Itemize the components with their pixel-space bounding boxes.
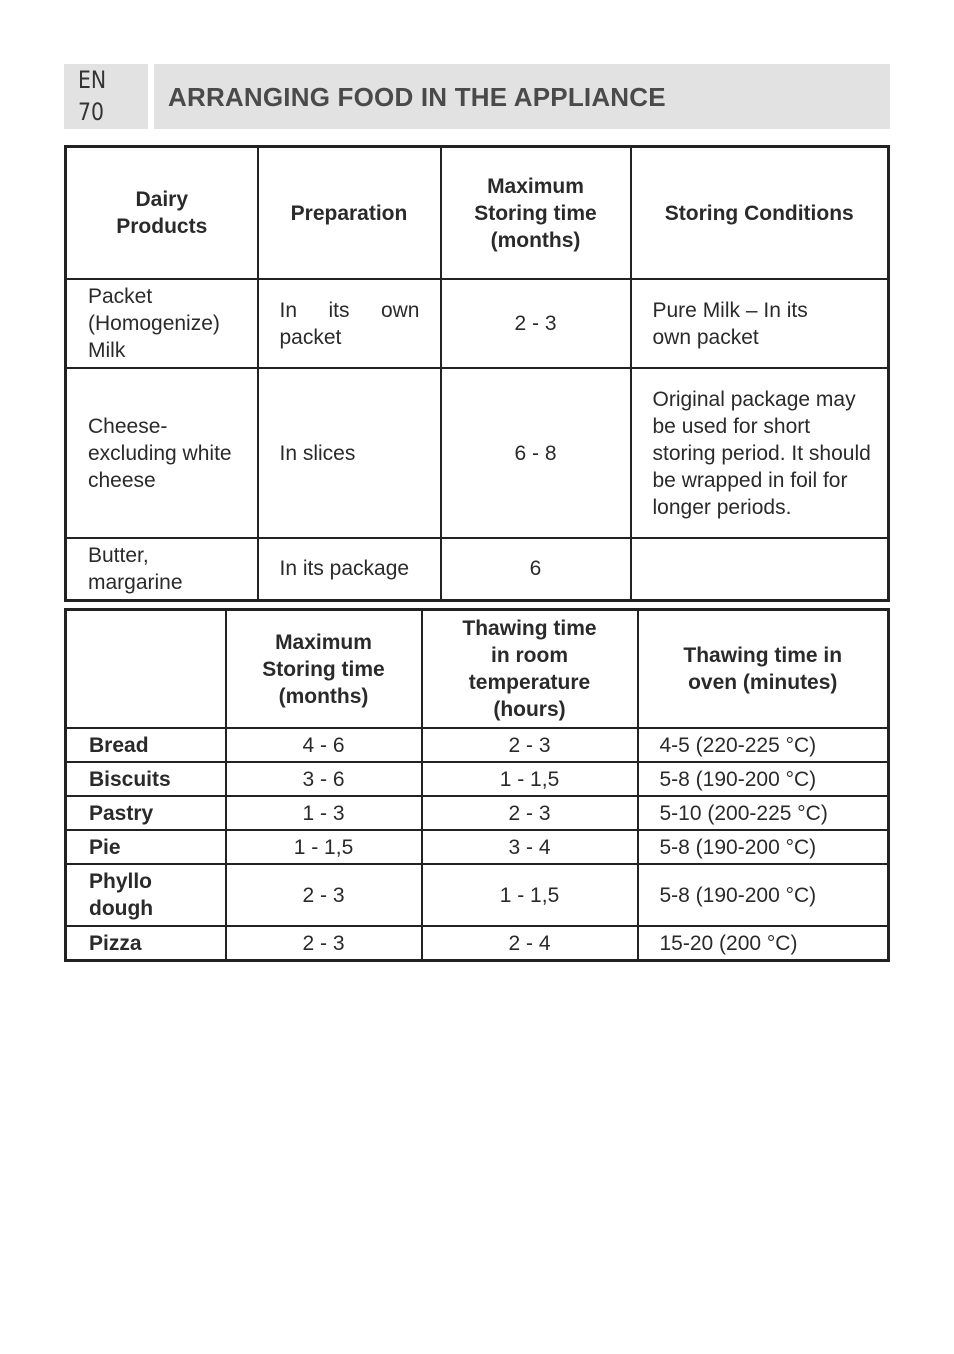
preparation-text: In its own packet [279,298,420,349]
item-cell: Pie [66,830,226,864]
product-cell: Packet (Homogenize) Milk [66,279,258,368]
table-row [66,538,889,600]
page-marker [64,64,148,129]
table-row [66,830,889,864]
table-row [66,762,889,796]
room-thaw-cell: 3 - 4 [422,830,638,864]
storing-time-cell: 6 - 8 [441,368,631,538]
storing-time-cell: 2 - 3 [226,864,422,926]
oven-thaw-cell: 5-8 (190-200 °C) [638,830,889,864]
item-cell: Phyllo dough [66,864,226,926]
room-thaw-cell: 2 - 4 [422,926,638,961]
column-header: Thawing time in oven (minutes) [638,610,889,729]
storing-time-cell: 4 - 6 [226,728,422,762]
table-row [66,926,889,961]
conditions-cell [631,538,889,600]
table-header-row [66,610,889,729]
language-code: EN [78,66,107,94]
column-header: Maximum Storing time (months) [226,610,422,729]
item-cell: Biscuits [66,762,226,796]
product-cell: Butter, margarine [66,538,258,600]
room-thaw-cell: 1 - 1,5 [422,864,638,926]
column-header: Storing Conditions [631,147,889,280]
item-cell: Pastry [66,796,226,830]
column-header [66,610,226,729]
oven-thaw-cell: 5-8 (190-200 °C) [638,864,889,926]
column-header: Thawing time in room temperature (hours) [422,610,638,729]
storing-time-cell: 2 - 3 [441,279,631,368]
column-header: Dairy Products [66,147,258,280]
product-cell: Cheese-excluding white cheese [66,368,258,538]
preparation-cell: In its package [258,538,441,600]
preparation-cell [258,279,441,368]
section-header [154,64,890,129]
table-row [66,796,889,830]
page-number: 70 [78,98,104,126]
oven-thaw-cell: 5-8 (190-200 °C) [638,762,889,796]
storing-time-cell: 3 - 6 [226,762,422,796]
table-row [66,864,889,926]
room-thaw-cell: 2 - 3 [422,796,638,830]
table-row [66,279,889,368]
item-cell: Bread [66,728,226,762]
conditions-cell: Pure Milk – In its own packet [631,279,889,368]
oven-thaw-cell: 4-5 (220-225 °C) [638,728,889,762]
oven-thaw-cell: 5-10 (200-225 °C) [638,796,889,830]
conditions-cell: Original package may be used for short storing period. It should be wrapped in foil for longer periods. [631,368,889,538]
storing-time-cell: 1 - 3 [226,796,422,830]
room-thaw-cell: 2 - 3 [422,728,638,762]
column-header: Maximum Storing time (months) [441,147,631,280]
storing-time-cell: 2 - 3 [226,926,422,961]
storing-time-cell: 1 - 1,5 [226,830,422,864]
column-header: Preparation [258,147,441,280]
preparation-cell: In slices [258,368,441,538]
item-cell: Pizza [66,926,226,961]
dairy-products-table [64,145,890,602]
table-row [66,368,889,538]
oven-thaw-cell: 15-20 (200 °C) [638,926,889,961]
room-thaw-cell: 1 - 1,5 [422,762,638,796]
bakery-products-table [64,608,890,962]
storing-time-cell: 6 [441,538,631,600]
table-row [66,728,889,762]
table-header-row [66,147,889,280]
section-title: ARRANGING FOOD IN THE APPLIANCE [168,82,666,112]
